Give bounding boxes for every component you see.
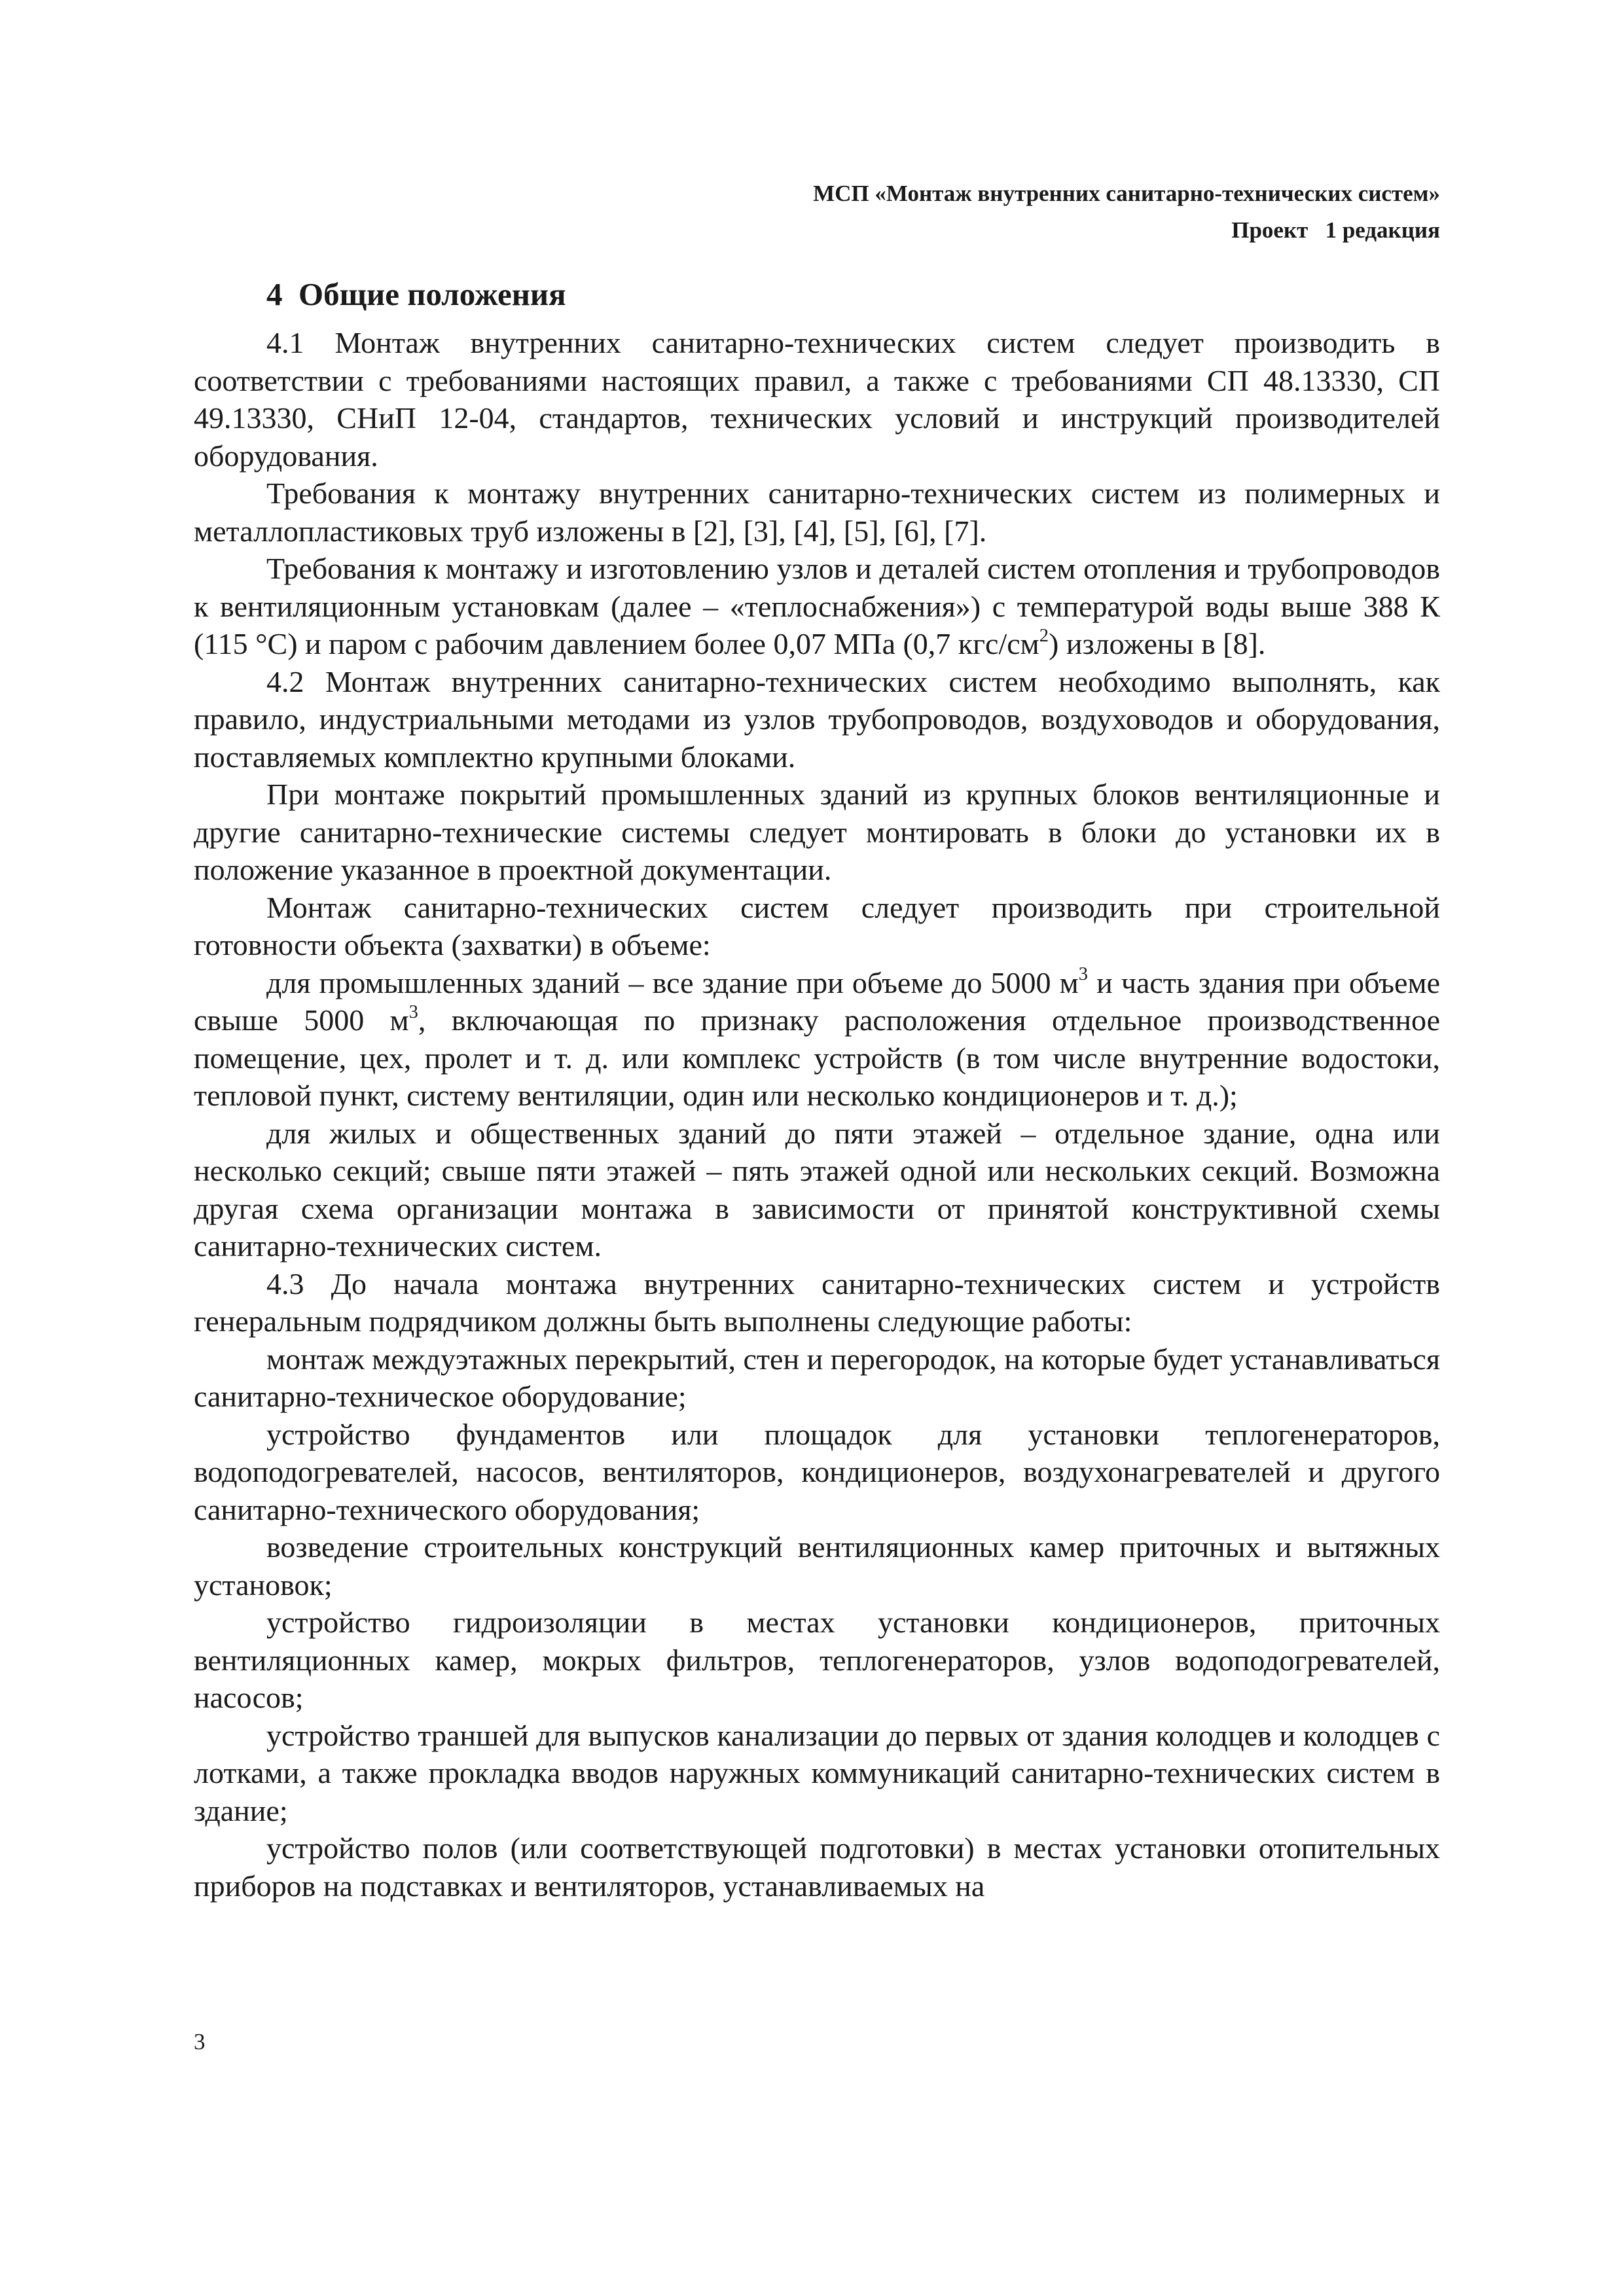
running-header [813, 175, 1440, 249]
paragraph-polymer-pipes: Требования к монтажу внутренних санитарно-технических систем из полимерных и металлопластиковых труб изложены в [2], [3], [4], [5], [6], [7]. [194, 476, 1440, 548]
superscript: 3 [408, 1001, 418, 1022]
heat-supply-text: Требования к монтажу и изготовлению узлов и деталей систем отопления и трубопроводов к вентиляционным установкам (далее – «теплоснабжения») с температурой воды выше 388 К (115 °С) и паром с рабочим давлением более 0,07 МПа (0,7 кгс/см [194, 552, 1440, 660]
industrial-text-2: и часть здания при объеме свыше 5000 м [194, 965, 1440, 1037]
list-item-floors: монтаж междуэтажных перекрытий, стен и перегородок, на которые будет устанавливаться санитарно-техническое оборудование; [194, 1342, 1440, 1413]
paragraph-heat-supply [194, 550, 1440, 663]
list-item-ventilation-chambers: возведение строительных конструкций вентиляционных камер приточных и вытяжных установок; [194, 1530, 1440, 1602]
heat-supply-text-end: ) изложены в [8]. [1049, 627, 1266, 660]
document-title: МСП «Монтаж внутренних санитарно-технических систем» [813, 181, 1440, 206]
paragraph-4-3: 4.3 До начала монтажа внутренних санитарно-технических систем и устройств генеральным подрядчиком должны быть выполнены следующие работы: [194, 1266, 1440, 1338]
edition-label: Проект 1 редакция [1231, 217, 1440, 243]
paragraph-roof-blocks: При монтаже покрытий промышленных зданий из крупных блоков вентиляционные и другие санитарно-технические системы следует монтировать в блоки до установки их в положение указанное в проектной документации. [194, 778, 1440, 886]
paragraph-readiness: Монтаж санитарно-технических систем следует производить при строительной готовности объекта (захватки) в объеме: [194, 890, 1440, 961]
list-item-trenches: устройство траншей для выпусков канализации до первых от здания колодцев и колодцев с лотками, а также прокладка вводов наружных коммуникаций санитарно-технических систем в здание; [194, 1718, 1440, 1827]
body-text [194, 324, 1440, 1905]
paragraph-residential-buildings: для жилых и общественных зданий до пяти этажей – отдельное здание, одна или несколько секций; свыше пяти этажей – пять этажей одной или нескольких секций. Возможна другая схема организации монтажа в зависимости от принятой конструктивной схемы санитарно-технических систем. [194, 1116, 1440, 1263]
list-item-foundations: устройство фундаментов или площадок для установки теплогенераторов, водоподогревателей, насосов, вентиляторов, кондиционеров, воздухонагревателей и другого санитарно-технического оборудования; [194, 1417, 1440, 1526]
industrial-text-1: для промышленных зданий – все здание при объеме до 5000 м [266, 965, 1079, 999]
superscript: 2 [1039, 625, 1049, 646]
paragraph-industrial-buildings [194, 964, 1440, 1115]
section-heading: 4 Общие положения [266, 276, 566, 312]
industrial-text-3: , включающая по признаку расположения отдельное производственное помещение, цех, пролет и т. д. или комплекс устройств (в том числе внутренние водостоки, тепловой пункт, систему вентиляции, один или несколько кондиционеров и т. д.); [194, 1003, 1440, 1112]
page-number: 3 [194, 2029, 206, 2054]
list-item-floor-preparation: устройство полов (или соответствующей подготовки) в местах установки отопительных приборов на подставках и вентиляторов, устанавливаемых на [194, 1831, 1440, 1903]
paragraph-4-2: 4.2 Монтаж внутренних санитарно-технических систем необходимо выполнять, как правило, индустриальными методами из узлов трубопроводов, воздуховодов и оборудования, поставляемых комплектно крупными блоками. [194, 664, 1440, 774]
superscript: 3 [1078, 964, 1088, 985]
list-item-waterproofing: устройство гидроизоляции в местах установки кондиционеров, приточных вентиляционных камер, мокрых фильтров, теплогенераторов, узлов водоподогревателей, насосов; [194, 1605, 1440, 1714]
paragraph-4-1: 4.1 Монтаж внутренних санитарно-технических систем следует производить в соответствии с требованиями настоящих правил, а также с требованиями СП 48.13330, СП 49.13330, СНиП 12-04, стандартов, технических условий и инструкций производителей оборудования. [194, 326, 1440, 473]
